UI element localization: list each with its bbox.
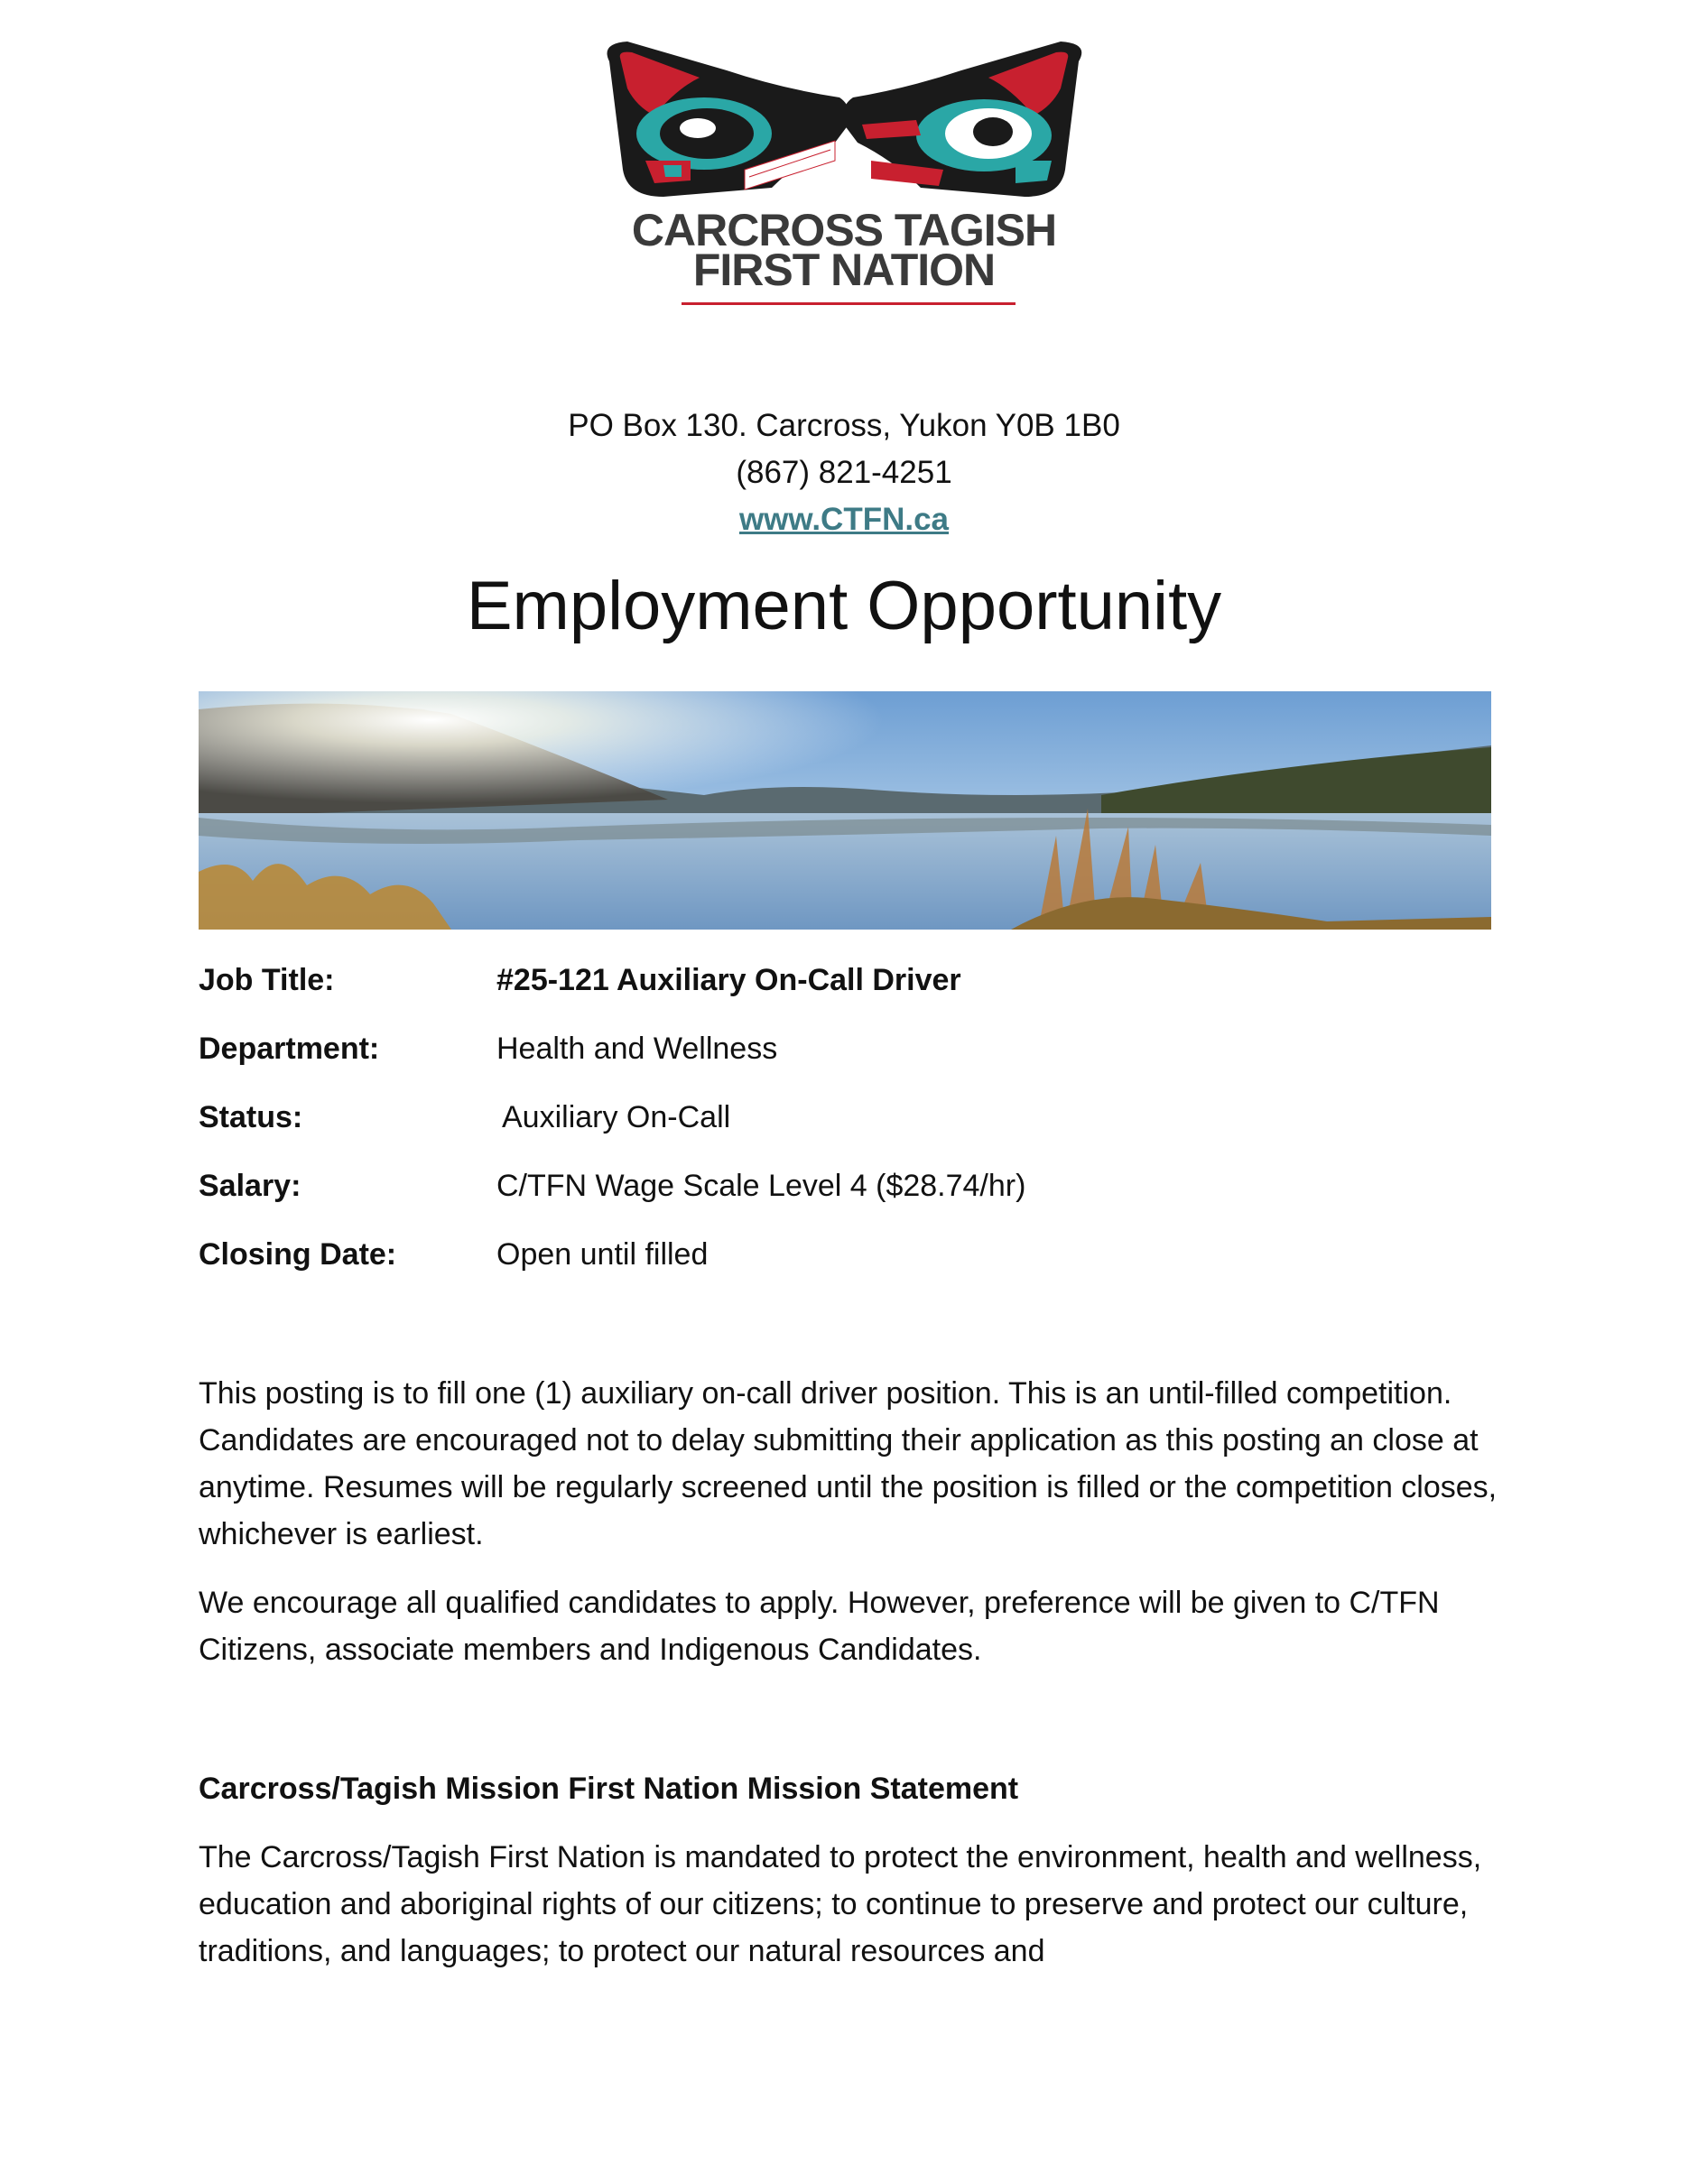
detail-row-job-title bbox=[199, 957, 1491, 1025]
detail-row-salary bbox=[199, 1162, 1491, 1231]
job-details bbox=[199, 957, 1491, 1300]
page-title: Employment Opportunity bbox=[466, 568, 1222, 644]
department-value: Health and Wellness bbox=[496, 1032, 778, 1066]
logo-underline bbox=[682, 302, 1016, 305]
posting-body bbox=[199, 1370, 1498, 1695]
formline-animal-emblem-icon bbox=[591, 34, 1097, 206]
posting-paragraph-1: This posting is to fill one (1) auxiliary on-call driver position. This is an until-filled competition. Candidates are encouraged not to delay submitting their application as this posting an close at anytime. Resumes will be regularly screened until the position is filled or the competition closes, whichever is earliest. bbox=[199, 1376, 1498, 1551]
mission-text: The Carcross/Tagish First Nation is mandated to protect the environment, health and wellness, education and aboriginal rights of our citizens; to continue to preserve and protect our culture, traditions, and languages; to protect our natural resources and bbox=[199, 1840, 1482, 1968]
posting-paragraph-2: We encourage all qualified candidates to apply. However, preference will be given to C/TFN Citizens, associate members and Indigenous Candidates. bbox=[199, 1586, 1440, 1667]
phone: (867) 821-4251 bbox=[736, 455, 952, 490]
status-label: Status: bbox=[199, 1100, 303, 1134]
detail-row-closing-date bbox=[199, 1231, 1491, 1300]
status-value: Auxiliary On-Call bbox=[502, 1100, 731, 1134]
logo-wordmark-line1: CARCROSS TAGISH bbox=[631, 205, 1057, 255]
detail-row-status bbox=[199, 1094, 1491, 1162]
salary-label: Salary: bbox=[199, 1169, 301, 1203]
department-label: Department: bbox=[199, 1032, 380, 1066]
salary-value: C/TFN Wage Scale Level 4 ($28.74/hr) bbox=[496, 1169, 1026, 1203]
contact-block bbox=[0, 403, 1688, 543]
detail-row-department bbox=[199, 1025, 1491, 1094]
address: PO Box 130. Carcross, Yukon Y0B 1B0 bbox=[568, 408, 1120, 443]
lake-landscape-icon bbox=[199, 691, 1491, 930]
website-link[interactable]: www.CTFN.ca bbox=[738, 502, 950, 537]
organization-logo bbox=[591, 34, 1097, 314]
logo-wordmark-line2: FIRST NATION bbox=[692, 245, 996, 295]
job-title-value: #25-121 Auxiliary On-Call Driver bbox=[496, 963, 961, 997]
landscape-banner-image bbox=[199, 691, 1491, 930]
job-title-label: Job Title: bbox=[199, 963, 335, 997]
mission-heading: Carcross/Tagish Mission First Nation Mission Statement bbox=[199, 1772, 1019, 1806]
closing-date-value: Open until filled bbox=[496, 1237, 709, 1272]
closing-date-label: Closing Date: bbox=[199, 1237, 397, 1272]
